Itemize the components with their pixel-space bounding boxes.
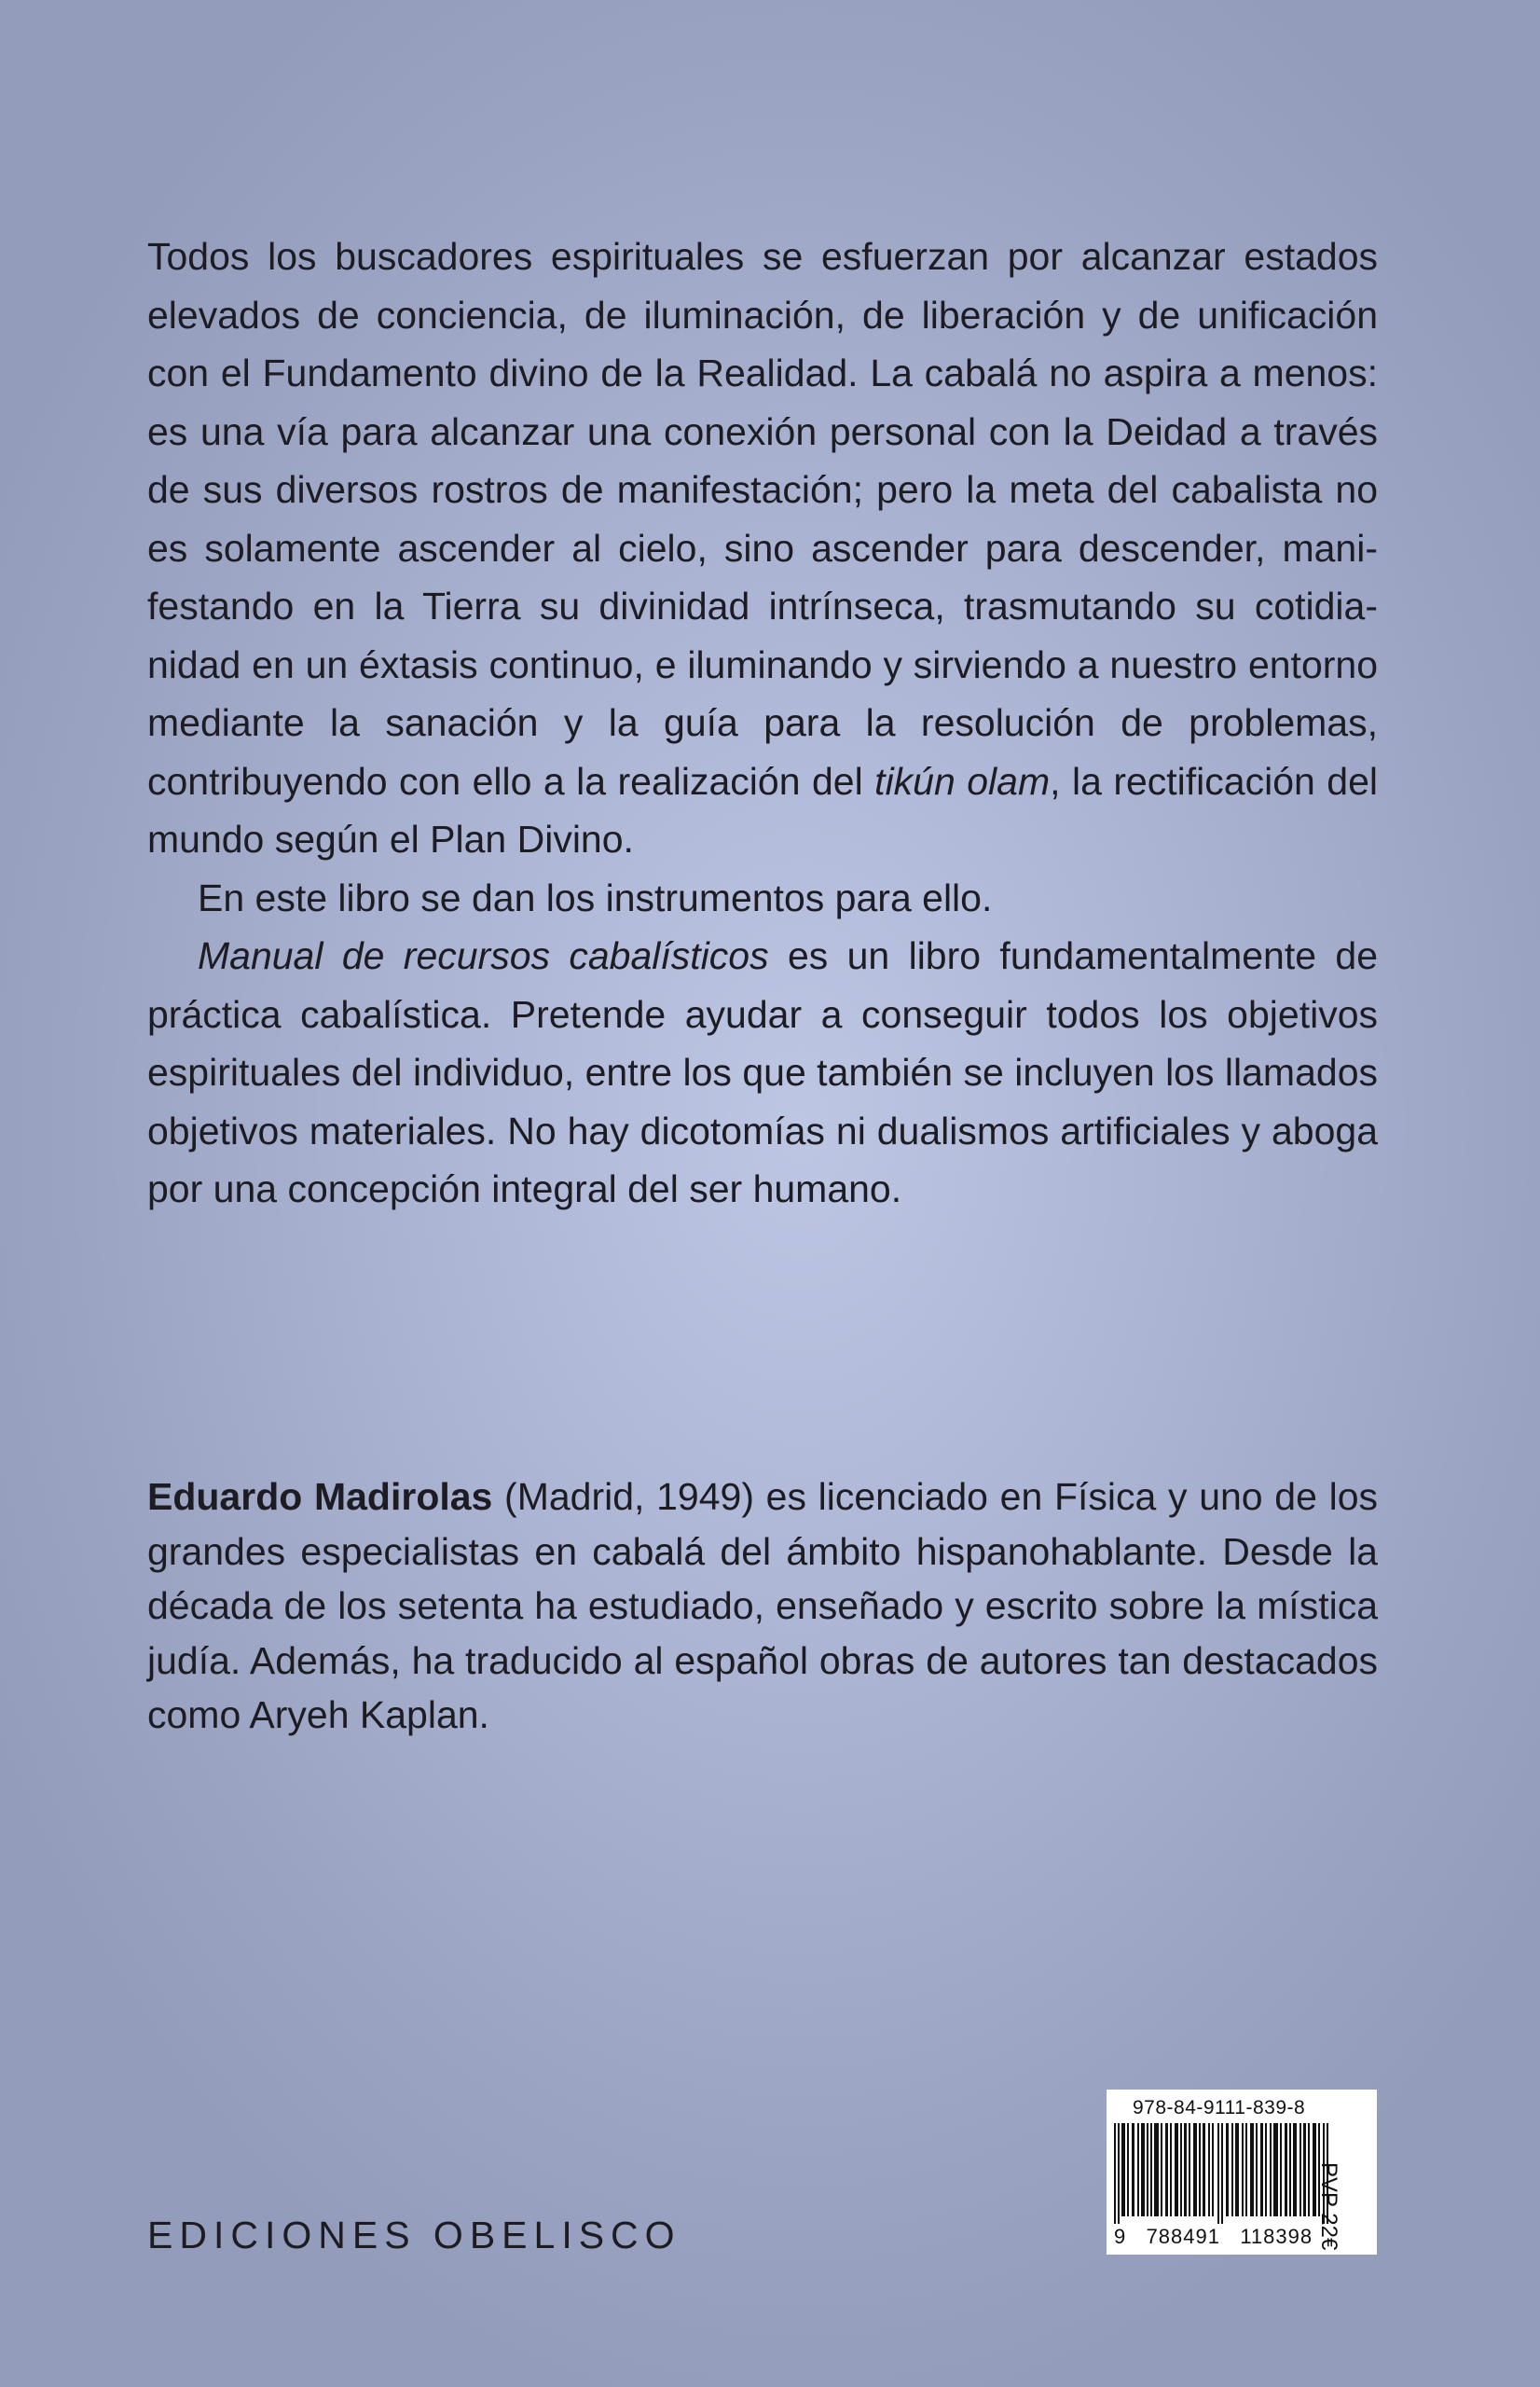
barcode-icon <box>1114 2123 1330 2224</box>
synopsis-text: , la rectificación del mundo según el Plan Divino. <box>147 759 1378 861</box>
author-bio <box>147 1469 1378 1743</box>
synopsis-text: es un libro fundamentalmente de práctica cabalística. Pretende ayudar a conseguir todos los objetivos espirituales del individuo, entre los que también se incluyen los llamados objetivos materiales. No hay dicotomías ni dualismos artificiales y aboga por una concepción integral del ser humano. <box>147 934 1379 1210</box>
book-title-italic: Manual de recursos cabalísticos <box>198 934 769 977</box>
publisher-name: EDICIONES OBELISCO <box>147 2214 681 2256</box>
author-bio-paragraph <box>147 1469 1378 1743</box>
synopsis-italic-term: tikún olam <box>874 759 1051 803</box>
ean-digits: 9 788491 118398 <box>1114 2225 1313 2248</box>
author-name: Eduardo Madirolas <box>147 1475 493 1518</box>
barcode-label <box>1107 2090 1377 2255</box>
price-label: PVP 22€ <box>1316 2162 1341 2251</box>
author-bio-text: (Madrid, 1949) es licenciado en Física y uno de los grandes especialistas en cabalá del ámbito hispanohablante. Desde la década de los setenta ha estudiado, enseñado y escrito sobre la mística judía. Además, ha traducido al español obras de autores tan destacados como Aryeh Kaplan. <box>147 1475 1378 1736</box>
isbn-text: 978-84-9111-839-8 <box>1133 2097 1306 2118</box>
synopsis-text: Todos los buscadores espirituales se esfuerzan por alcanzar estados elevados de conciencia, de iluminación, de liberación y de unificación con el Fundamento divino de la Realidad. La cabalá no aspira a menos: es una vía para alcanzar una conexión personal con la Deidad a través de sus diversos rostros de manifestación; pero la meta del cabalista no es solamente ascender al cielo, sino ascender para descender, manifestando en la Tierra su divinidad intrínseca, trasmutando su cotidianidad en un éxtasis continuo, e iluminando y sirviendo a nuestro entorno mediante la sanación y la guía para la resolución de problemas, contribuyendo con ello a la realización del <box>147 235 1378 803</box>
synopsis <box>147 228 1378 1219</box>
synopsis-paragraph-3 <box>147 927 1378 1219</box>
synopsis-paragraph-2: En este libro se dan los instrumentos para ello. <box>198 876 993 919</box>
synopsis-paragraph-1 <box>147 228 1378 869</box>
